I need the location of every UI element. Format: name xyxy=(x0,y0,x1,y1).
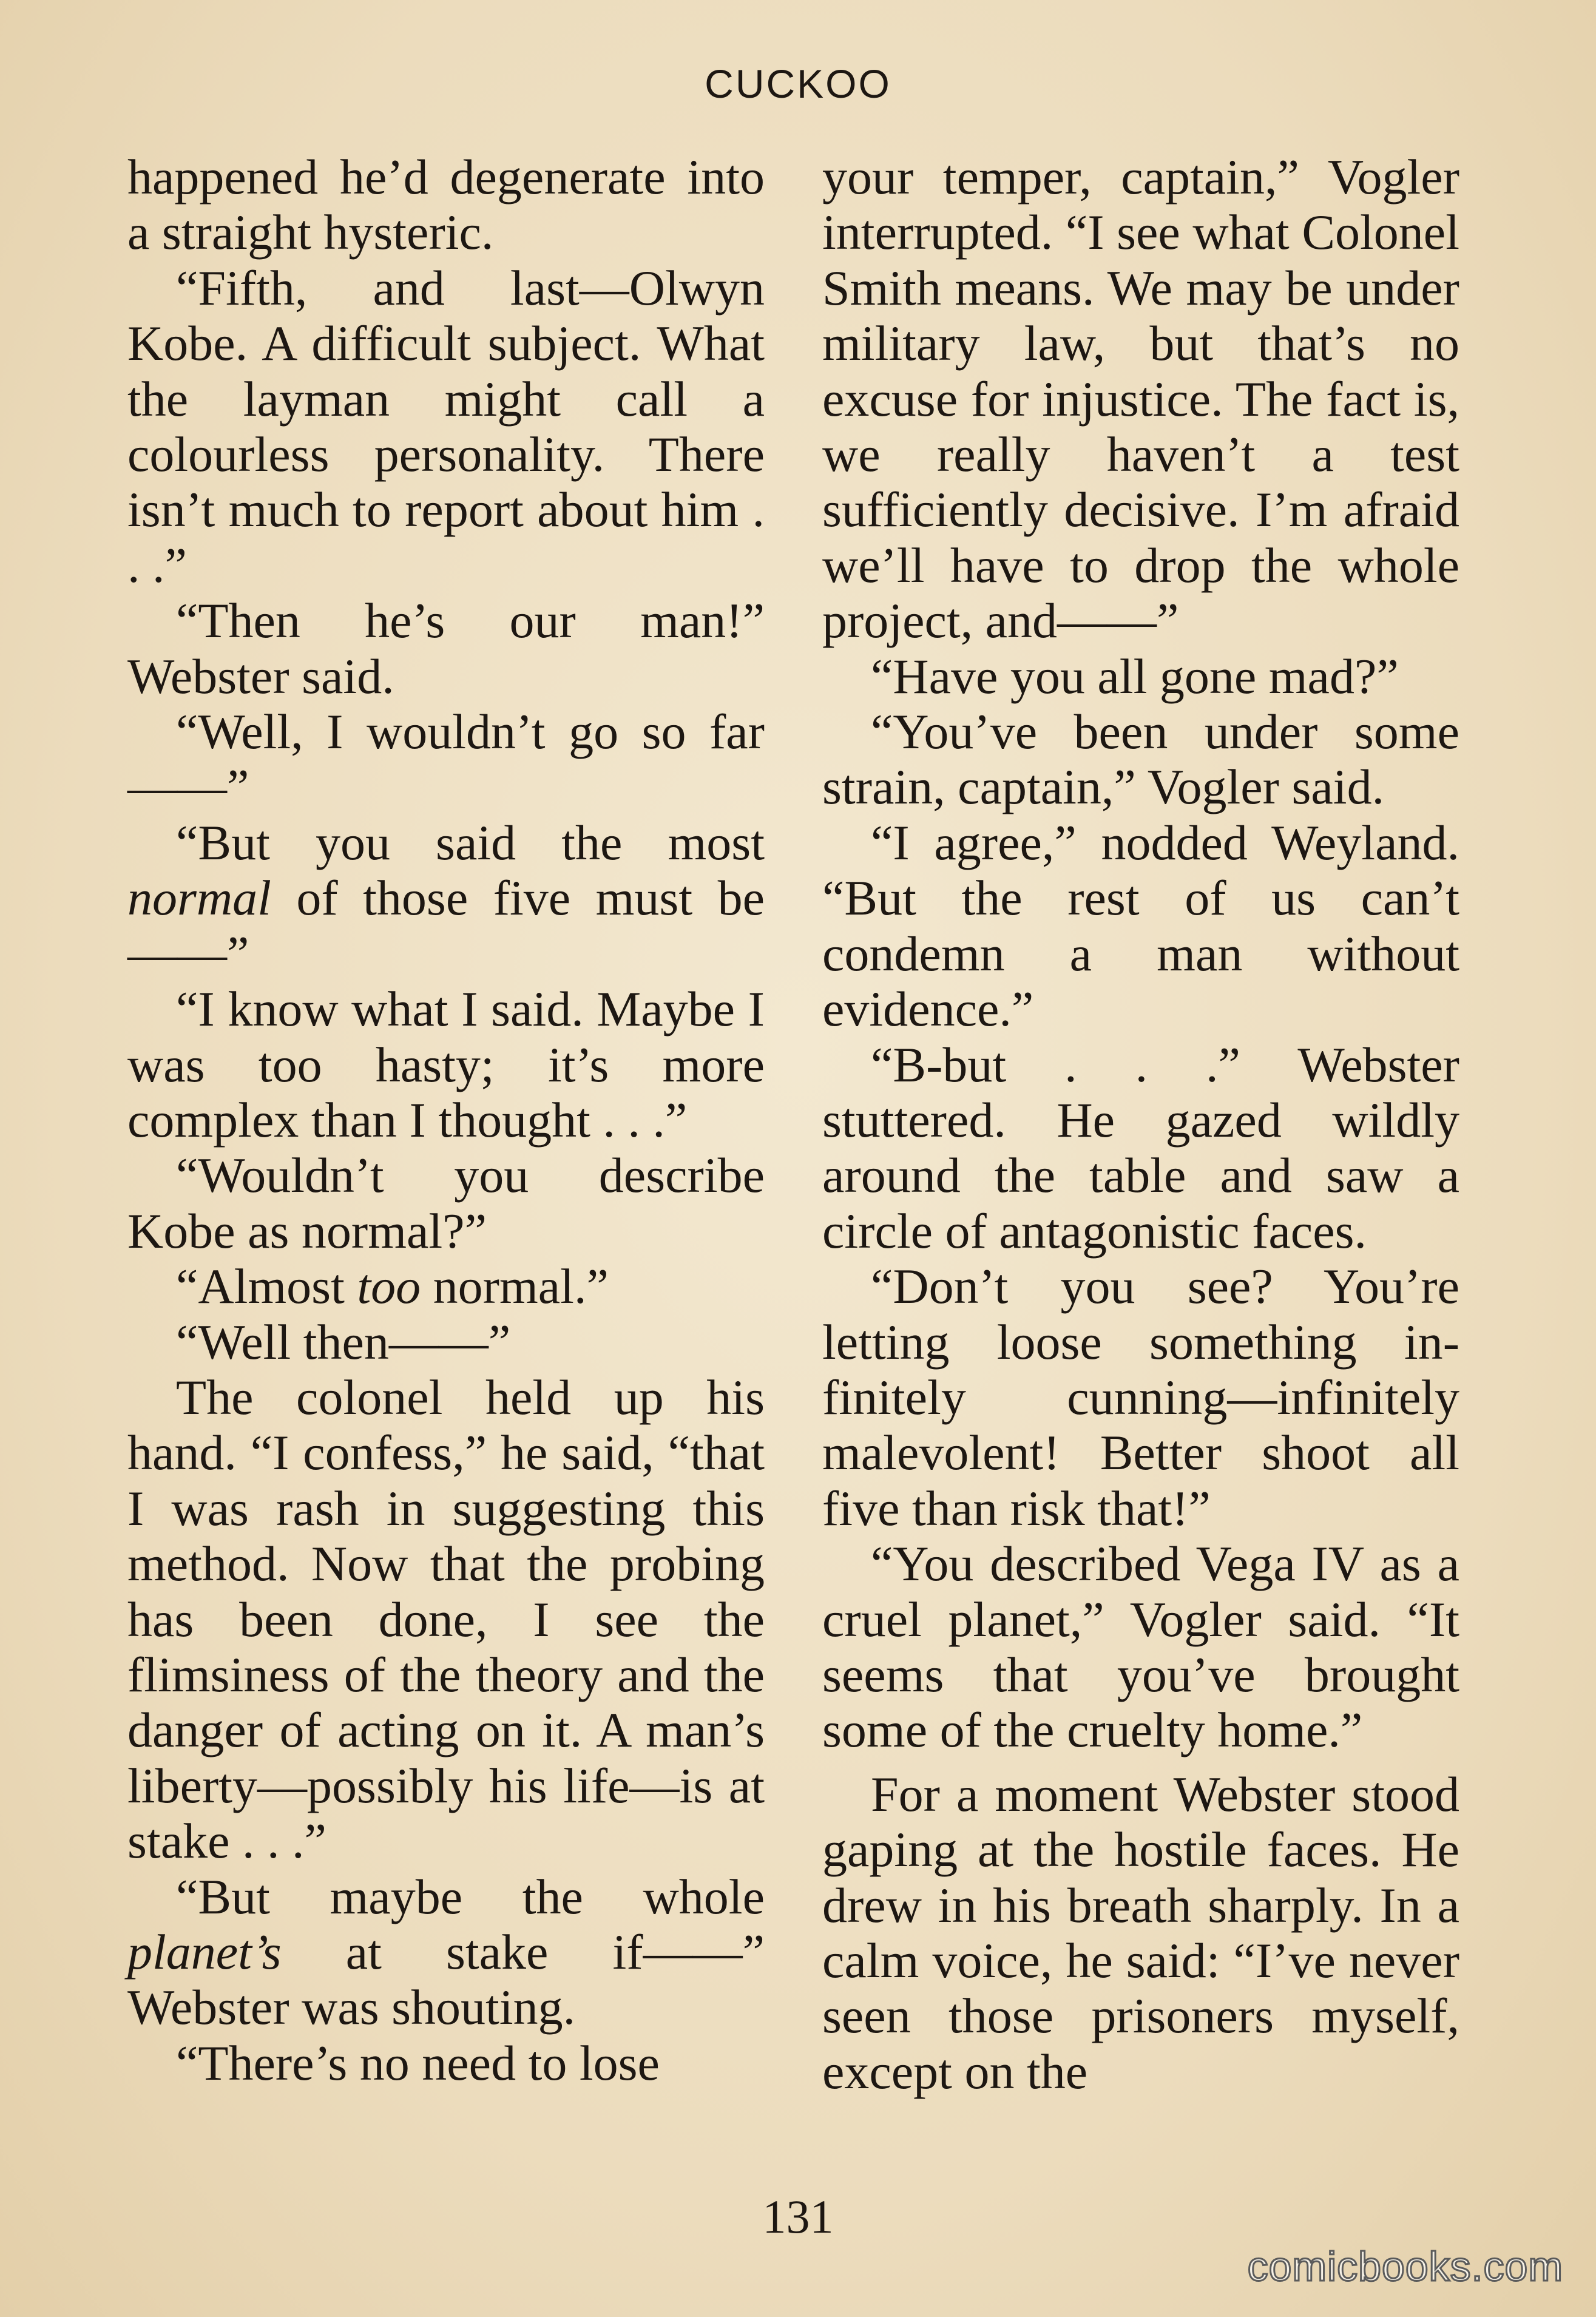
paragraph: The colonel held up his hand. “I confess,” he said, “that I was rash in suggesting this method. Now that the probing has been done, I see the flimsiness of the theory and the danger of acting on it. A man’s liberty—possibly his life—is at stake . . .” xyxy=(127,1369,765,1869)
paragraph xyxy=(127,1869,765,2035)
paragraph: “Have you all gone mad?” xyxy=(871,648,1399,704)
paragraph: “Well, I wouldn’t go so far——” xyxy=(127,704,765,815)
emphasis-text: planet’s xyxy=(127,1924,282,1980)
paragraph: For a moment Webster stood gaping at the hostile faces. He drew in his breath sharply. In a calm voice, he said: “I’ve never seen those prisoners myself, except on the xyxy=(822,1766,1459,2099)
paragraph: “Don’t you see? You’re letting loose something infinitely cunning—infinitely malevolent! Better shoot all five than risk that!” xyxy=(822,1259,1459,1536)
emphasis-text: too xyxy=(357,1259,421,1314)
paragraph: “Fifth, and last—Olwyn Kobe. A difficult subject. What the layman might call a colourless personality. There isn’t much to report about him . . .” xyxy=(127,260,765,593)
paragraph: “Then he’s our man!” Webster said. xyxy=(127,593,765,704)
watermark-logo: comicbooks.com xyxy=(1247,2244,1563,2290)
text-run: “But you said the most xyxy=(176,814,765,870)
paragraph: happened he’d degenerate into a straight hysteric. xyxy=(127,149,765,260)
left-column xyxy=(127,149,765,2091)
text-run: “Almost xyxy=(176,1259,357,1314)
paragraph: “I know what I said. Maybe I was too hasty; it’s more complex than I thought . . .” xyxy=(127,981,765,1148)
paragraph xyxy=(127,815,765,981)
paragraph: “You described Vega IV as a cruel planet,” Vogler said. “It seems that you’ve brought some of the cruelty home.” xyxy=(822,1536,1459,1758)
text-run: at stake if——” Webster was shouting. xyxy=(127,1924,765,2035)
text-run: of those five must be——” xyxy=(127,870,765,981)
paragraph: your temper, captain,” Vogler interrupted. “I see what Colonel Smith means. We may be under military law, but that’s no excuse for injustice. The fact is, we really haven’t a test sufficiently decisive. I’m afraid we’ll have to drop the whole project, and——” xyxy=(822,149,1459,649)
page-number: 131 xyxy=(762,2190,834,2243)
paragraph: “I agree,” nodded Weyland. “But the rest of us can’t condemn a man without evidence.” xyxy=(822,814,1459,1037)
paragraph: “Well then——” xyxy=(176,1314,511,1370)
right-column xyxy=(822,149,1459,2099)
text-run: normal.” xyxy=(421,1259,609,1314)
emphasis-text: normal xyxy=(127,870,271,926)
paragraph xyxy=(127,1259,765,1314)
running-head: CUCKOO xyxy=(705,61,891,106)
paragraph: “Wouldn’t you describe Kobe as normal?” xyxy=(127,1148,765,1259)
text-run: “But maybe the whole xyxy=(176,1869,765,1924)
paragraph: “B-but . . .” Webster stuttered. He gazed wildly around the table and saw a circle of antagonistic faces. xyxy=(822,1037,1459,1259)
paragraph: “You’ve been under some strain, captain,” Vogler said. xyxy=(822,704,1459,815)
paragraph: “There’s no need to lose xyxy=(176,2035,660,2091)
